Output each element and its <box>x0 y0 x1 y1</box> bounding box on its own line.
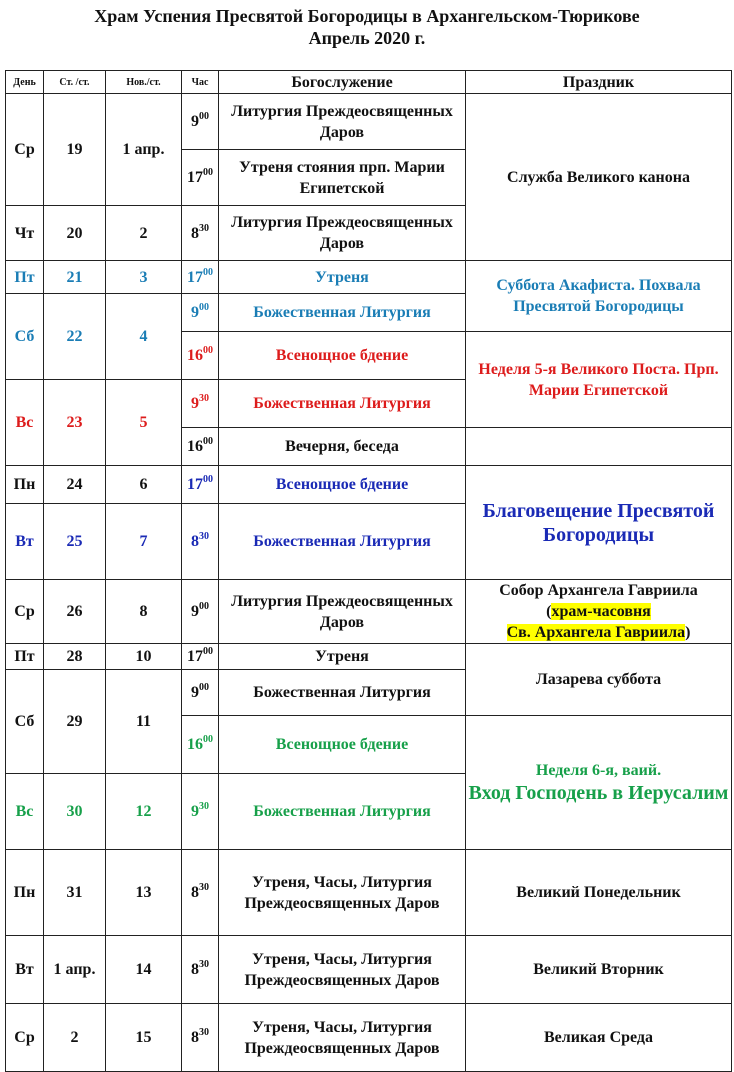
holiday-cell <box>466 716 732 850</box>
holiday-cell <box>466 332 732 428</box>
holiday-cell <box>466 466 732 580</box>
holiday-cell <box>466 428 732 466</box>
service-cell: Утреня <box>219 644 466 670</box>
old-style-date-cell: 23 <box>44 380 106 466</box>
schedule-table <box>5 70 732 1072</box>
table-row <box>6 936 732 1004</box>
time-hour: 17 <box>187 169 203 186</box>
service-cell: Божественная Литургия <box>219 294 466 332</box>
old-style-date-cell: 21 <box>44 261 106 294</box>
time-cell <box>182 261 219 294</box>
day-cell: Сб <box>6 294 44 380</box>
time-hour: 8 <box>191 1029 199 1046</box>
new-style-date-cell: 1 апр. <box>106 94 182 206</box>
old-style-date-cell: 25 <box>44 504 106 580</box>
time-hour: 8 <box>191 961 199 978</box>
service-cell: Всенощное бдение <box>219 332 466 380</box>
time-minutes: 30 <box>199 222 209 234</box>
time-cell <box>182 206 219 261</box>
time-cell <box>182 466 219 504</box>
new-style-date-cell: 6 <box>106 466 182 504</box>
time-hour: 9 <box>191 395 199 412</box>
time-hour: 9 <box>191 113 199 130</box>
time-hour: 17 <box>187 648 203 665</box>
day-cell: Пт <box>6 644 44 670</box>
col-header-service: Богослужение <box>219 71 466 94</box>
time-cell <box>182 380 219 428</box>
time-minutes: 00 <box>203 646 213 657</box>
time-minutes: 30 <box>199 1027 209 1038</box>
time-minutes: 00 <box>203 474 213 485</box>
time-minutes: 00 <box>203 266 213 278</box>
new-style-date-cell: 15 <box>106 1004 182 1072</box>
new-style-date-cell: 3 <box>106 261 182 294</box>
time-cell <box>182 850 219 936</box>
service-cell: Утреня <box>219 261 466 294</box>
service-cell: Вечерня, беседа <box>219 428 466 466</box>
old-style-date-cell: 2 <box>44 1004 106 1072</box>
holiday-entry-jerusalem: Вход Господень в Иерусалим <box>468 782 729 804</box>
time-cell <box>182 428 219 466</box>
holiday-annunciation: Благовещение Пресвятой Богородицы <box>482 499 715 546</box>
old-style-date-cell: 28 <box>44 644 106 670</box>
time-hour: 9 <box>191 304 199 321</box>
holiday-great-monday: Великий Понедельник <box>516 884 681 901</box>
old-style-date-cell: 26 <box>44 580 106 644</box>
old-style-date-cell: 24 <box>44 466 106 504</box>
time-cell <box>182 1004 219 1072</box>
page-title: Храм Успения Пресвятой Богородицы в Архангельском-Тюрикове <box>94 6 640 26</box>
holiday-cell <box>466 644 732 716</box>
service-cell: Литургия Преждеосвященных Даров <box>219 206 466 261</box>
table-row <box>6 1004 732 1072</box>
day-cell: Чт <box>6 206 44 261</box>
old-style-date-cell: 20 <box>44 206 106 261</box>
holiday-lazarus: Лазарева суббота <box>535 671 662 688</box>
time-hour: 16 <box>187 347 203 364</box>
time-hour: 16 <box>187 736 203 753</box>
time-minutes: 00 <box>199 302 209 313</box>
paren-close: ) <box>685 624 691 641</box>
time-cell <box>182 670 219 716</box>
page-subtitle: Апрель 2020 г. <box>308 28 426 48</box>
day-cell: Сб <box>6 670 44 774</box>
gabriel-chapel-name-highlight: Св. Архангела Гавриила <box>506 624 686 641</box>
new-style-date-cell: 4 <box>106 294 182 380</box>
service-cell: Утреня стояния прп. Марии Египетской <box>219 150 466 206</box>
holiday-great-canon: Служба Великого канона <box>507 168 690 186</box>
time-minutes: 00 <box>199 682 209 693</box>
table-row <box>6 261 732 294</box>
day-cell: Ср <box>6 94 44 206</box>
time-hour: 8 <box>191 884 199 901</box>
holiday-gabriel: Собор Архангела Гавриила <box>499 582 698 599</box>
new-style-date-cell: 8 <box>106 580 182 644</box>
holiday-cell <box>466 936 732 1004</box>
time-hour: 9 <box>191 603 199 620</box>
table-row <box>6 644 732 670</box>
time-cell <box>182 580 219 644</box>
day-cell: Пт <box>6 261 44 294</box>
holiday-cell <box>466 580 732 644</box>
time-minutes: 00 <box>203 734 213 745</box>
time-hour: 8 <box>191 224 199 242</box>
paren-open: ( <box>546 603 552 620</box>
time-minutes: 30 <box>199 393 209 404</box>
new-style-date-cell: 13 <box>106 850 182 936</box>
service-cell: Всенощное бдение <box>219 716 466 774</box>
day-cell: Вт <box>6 504 44 580</box>
new-style-date-cell: 12 <box>106 774 182 850</box>
time-minutes: 00 <box>203 345 213 356</box>
day-cell: Вт <box>6 936 44 1004</box>
col-header-old-style: Ст. /ст. <box>44 71 106 94</box>
time-minutes: 00 <box>203 436 213 447</box>
time-hour: 9 <box>191 684 199 701</box>
time-minutes: 30 <box>199 801 209 812</box>
time-hour: 17 <box>187 476 203 493</box>
service-cell: Утреня, Часы, Литургия Преждеосвященных Даров <box>219 1004 466 1072</box>
holiday-palm-week: Неделя 6-я, ваий. <box>535 762 662 779</box>
new-style-date-cell: 7 <box>106 504 182 580</box>
old-style-date-cell: 31 <box>44 850 106 936</box>
holiday-week5-lent: Неделя 5-я Великого Поста. Прп. Марии Египетской <box>478 360 719 399</box>
service-cell: Литургия Преждеосвященных Даров <box>219 94 466 150</box>
time-hour: 17 <box>187 268 203 286</box>
time-cell <box>182 294 219 332</box>
time-minutes: 00 <box>199 601 209 612</box>
holiday-great-wednesday: Великая Среда <box>543 1029 654 1046</box>
day-cell: Вс <box>6 774 44 850</box>
time-cell <box>182 644 219 670</box>
new-style-date-cell: 14 <box>106 936 182 1004</box>
service-cell: Божественная Литургия <box>219 504 466 580</box>
time-cell <box>182 774 219 850</box>
time-hour: 9 <box>191 803 199 820</box>
holiday-akathist: Суббота Акафиста. Похвала Пресвятой Богородицы <box>496 277 701 315</box>
time-minutes: 30 <box>199 959 209 970</box>
time-minutes: 30 <box>199 531 209 542</box>
holiday-great-tuesday: Великий Вторник <box>533 961 664 978</box>
holiday-cell <box>466 94 732 261</box>
time-minutes: 30 <box>199 882 209 893</box>
time-hour: 8 <box>191 533 199 550</box>
time-cell <box>182 94 219 150</box>
gabriel-chapel-highlight: храм-часовня <box>551 603 651 620</box>
holiday-cell <box>466 850 732 936</box>
time-cell <box>182 150 219 206</box>
service-cell: Божественная Литургия <box>219 670 466 716</box>
time-hour: 16 <box>187 438 203 455</box>
new-style-date-cell: 2 <box>106 206 182 261</box>
time-cell <box>182 936 219 1004</box>
new-style-date-cell: 5 <box>106 380 182 466</box>
service-cell: Литургия Преждеосвященных Даров <box>219 580 466 644</box>
holiday-cell <box>466 1004 732 1072</box>
col-header-day: День <box>6 71 44 94</box>
old-style-date-cell: 29 <box>44 670 106 774</box>
day-cell: Ср <box>6 1004 44 1072</box>
table-row <box>6 94 732 150</box>
old-style-date-cell: 1 апр. <box>44 936 106 1004</box>
time-cell <box>182 504 219 580</box>
service-cell: Божественная Литургия <box>219 380 466 428</box>
holiday-cell <box>466 261 732 332</box>
old-style-date-cell: 30 <box>44 774 106 850</box>
service-cell: Утреня, Часы, Литургия Преждеосвященных Даров <box>219 850 466 936</box>
time-minutes: 00 <box>199 111 209 122</box>
old-style-date-cell: 22 <box>44 294 106 380</box>
service-cell: Божественная Литургия <box>219 774 466 850</box>
col-header-holiday: Праздник <box>466 71 732 94</box>
table-row <box>6 466 732 504</box>
day-cell: Ср <box>6 580 44 644</box>
day-cell: Пн <box>6 850 44 936</box>
time-cell <box>182 716 219 774</box>
new-style-date-cell: 11 <box>106 670 182 774</box>
table-row <box>6 850 732 936</box>
time-minutes: 00 <box>203 167 213 178</box>
table-header-row <box>6 71 732 94</box>
table-row <box>6 580 732 644</box>
service-cell: Всенощное бдение <box>219 466 466 504</box>
time-cell <box>182 332 219 380</box>
new-style-date-cell: 10 <box>106 644 182 670</box>
service-cell: Утреня, Часы, Литургия Преждеосвященных Даров <box>219 936 466 1004</box>
col-header-new-style: Нов./ст. <box>106 71 182 94</box>
old-style-date-cell: 19 <box>44 94 106 206</box>
col-header-time: Час <box>182 71 219 94</box>
day-cell: Вс <box>6 380 44 466</box>
day-cell: Пн <box>6 466 44 504</box>
